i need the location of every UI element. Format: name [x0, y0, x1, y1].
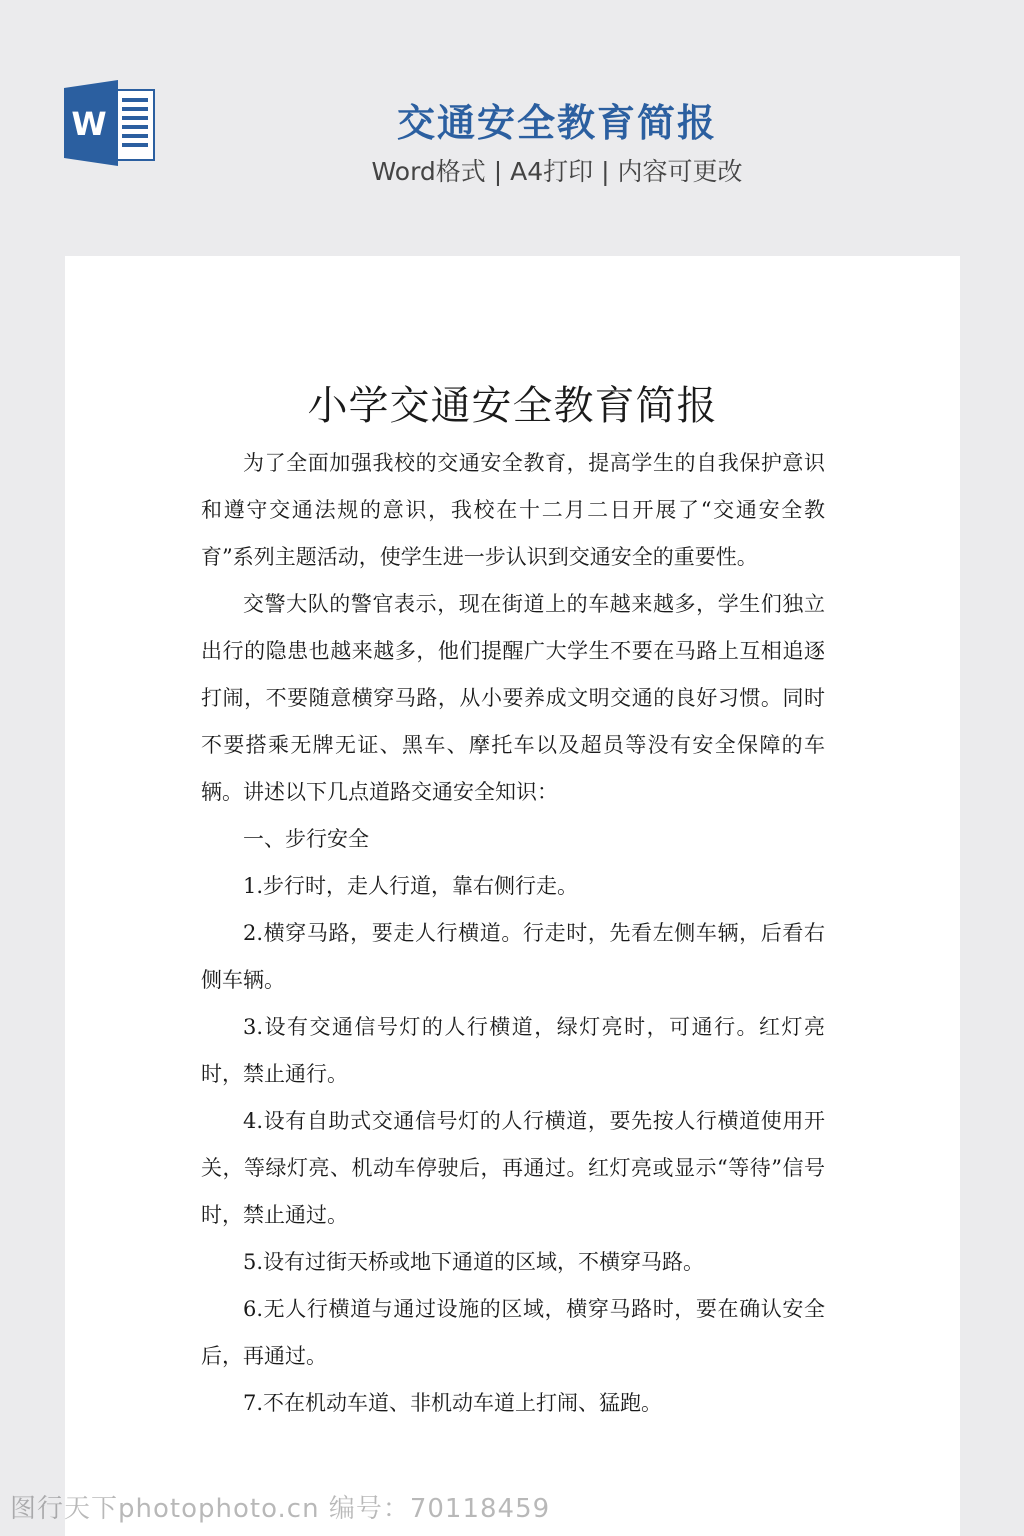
document-body [201, 440, 825, 1427]
list-item: 5.设有过街天桥或地下通道的区域，不横穿马路。 [243, 1250, 705, 1274]
word-document-icon [64, 80, 156, 166]
section-heading-walking-safety: 一、步行安全 [243, 827, 369, 851]
document-title: 小学交通安全教育简报 [307, 383, 718, 429]
watermark: 图行天下photophoto.cn 编号：70118459 [10, 1494, 551, 1524]
list-item: 3.设有交通信号灯的人行横道，绿灯亮时，可通行。红灯亮时，禁止通行。 [201, 1015, 825, 1086]
list-item: 6.无人行横道与通过设施的区域，横穿马路时，要在确认安全后，再通过。 [201, 1297, 825, 1368]
paragraph-police: 交警大队的警官表示，现在街道上的车越来越多，学生们独立出行的隐患也越来越多，他们提醒广大学生不要在马路上互相追逐打闹，不要随意横穿马路，从小要养成文明交通的良好习惯。同时不要搭乘无牌无证、黑车、摩托车以及超员等没有安全保障的车辆。讲述以下几点道路交通安全知识： [201, 592, 825, 804]
header [0, 0, 1024, 230]
header-title: 交通安全教育简报 [396, 101, 717, 145]
document-page [65, 256, 960, 1536]
list-item: 4.设有自助式交通信号灯的人行横道，要先按人行横道使用开关，等绿灯亮、机动车停驶后，再通过。红灯亮或显示“等待”信号时，禁止通过。 [201, 1109, 825, 1227]
logo-letter: W [71, 105, 107, 143]
list-item: 7.不在机动车道、非机动车道上打闹、猛跑。 [243, 1391, 663, 1415]
list-item: 2.横穿马路，要走人行横道。行走时，先看左侧车辆，后看右侧车辆。 [201, 921, 825, 992]
list-item: 1.步行时，走人行道，靠右侧行走。 [243, 874, 579, 898]
header-subtitle: Word格式 | A4打印 | 内容可更改 [371, 157, 743, 186]
paragraph-intro: 为了全面加强我校的交通安全教育，提高学生的自我保护意识和遵守交通法规的意识，我校在十二月二日开展了“交通安全教育”系列主题活动，使学生进一步认识到交通安全的重要性。 [201, 451, 825, 569]
